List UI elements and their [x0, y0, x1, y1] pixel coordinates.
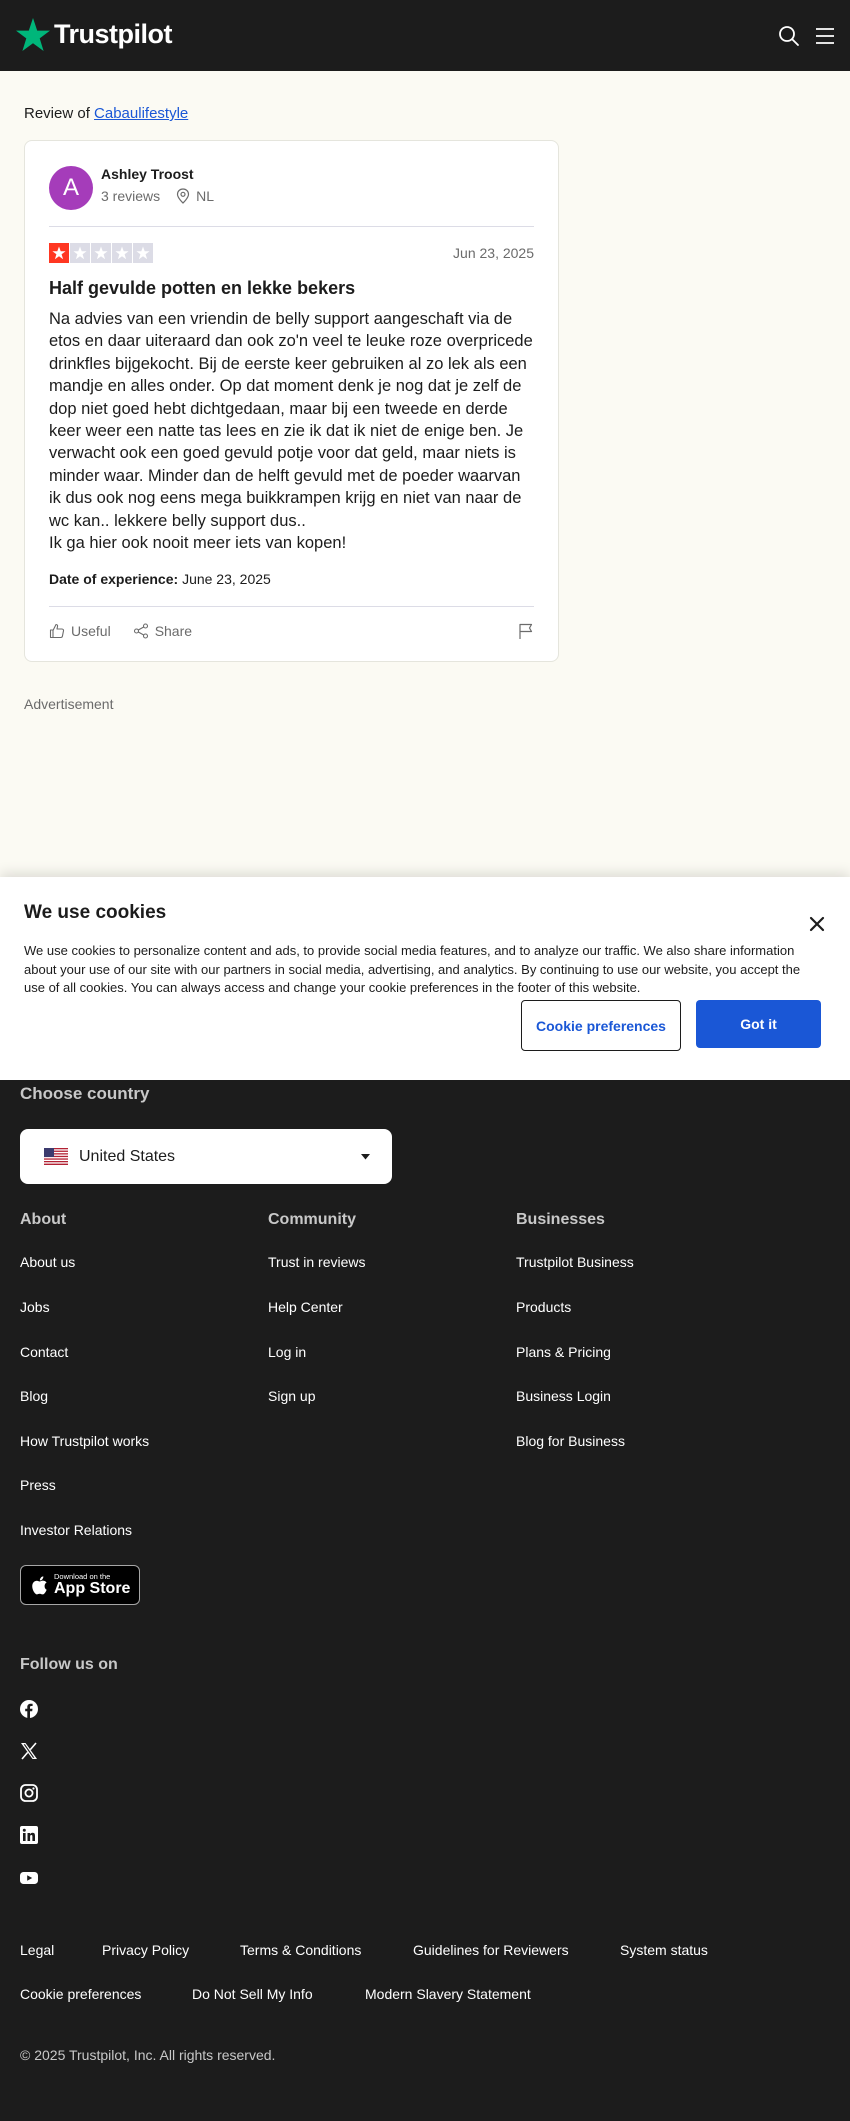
- experience-label: Date of experience:: [49, 571, 179, 587]
- close-icon[interactable]: [808, 915, 826, 933]
- useful-button[interactable]: [49, 623, 111, 639]
- app-store-text: [54, 1573, 130, 1598]
- share-icon: [133, 623, 149, 639]
- menu-icon[interactable]: [813, 24, 837, 48]
- review-actions: [49, 623, 214, 639]
- footer-link[interactable]: Log in: [268, 1344, 307, 1360]
- search-icon[interactable]: [777, 24, 801, 48]
- avatar[interactable]: A: [49, 166, 93, 210]
- logo-text: Trustpilot: [54, 19, 172, 49]
- trustpilot-logo[interactable]: [16, 18, 172, 51]
- footer-link[interactable]: Contact: [20, 1344, 69, 1360]
- app-store-badge[interactable]: [20, 1565, 140, 1605]
- divider: [49, 226, 534, 227]
- country-code: NL: [196, 188, 215, 204]
- location-pin-icon: [176, 188, 190, 204]
- company-link[interactable]: Cabaulifestyle: [94, 105, 189, 122]
- thumbs-up-icon: [49, 623, 65, 639]
- site-header: [0, 0, 850, 71]
- footer-heading-businesses: Businesses: [516, 1211, 605, 1228]
- youtube-icon[interactable]: [20, 1869, 38, 1887]
- review-date: Jun 23, 2025: [453, 245, 534, 261]
- country-select[interactable]: [20, 1129, 392, 1184]
- footer-link[interactable]: Trust in reviews: [268, 1254, 366, 1270]
- modern-slavery-link[interactable]: Modern Slavery Statement: [365, 1986, 531, 2002]
- review-title[interactable]: Half gevulde potten en lekke bekers: [49, 278, 356, 298]
- divider: [49, 606, 534, 607]
- footer-link[interactable]: Press: [20, 1477, 56, 1493]
- advertisement-label: Advertisement: [24, 696, 114, 712]
- star-empty-icon: [112, 243, 132, 263]
- footer-heading-community: Community: [268, 1211, 356, 1228]
- app-store-big: App Store: [54, 1580, 131, 1598]
- useful-label: Useful: [71, 623, 111, 639]
- footer-link[interactable]: Jobs: [20, 1299, 50, 1315]
- flag-icon[interactable]: [518, 623, 534, 640]
- footer-link[interactable]: Plans & Pricing: [516, 1344, 611, 1360]
- footer-heading-about: About: [20, 1211, 67, 1228]
- copyright: © 2025 Trustpilot, Inc. All rights reserved.: [20, 2047, 276, 2063]
- share-button[interactable]: [133, 623, 192, 639]
- country-selected: United States: [79, 1147, 176, 1165]
- site-footer: [0, 1080, 850, 2121]
- app-store-small: Download on the: [54, 1571, 111, 1581]
- review-body: Na advies van een vriendin de belly support aangeschaft via de etos en daar uiteraard dan ook zo'n veel te leuke roze overpricede drinkfles bijgekocht. Bij de eerste keer gebruiken al zo lek als een mandje en alles onder. Op dat moment denk je nog dat je zelf de dop niet goed hebt dichtgedaan, maar bij een tweede en derde keer weer een natte tas lees en zie ik dat ik niet de enige ben. Je verwacht ook een goed gevuld potje voor dat geld, maar niets is minder waar. Minder dan de helft gevuld met de poeder waarvan ik dus ook nog eens mega buikkrampen krijg en niet van naar de wc kan.. lekkere belly support dus.. Ik ga hier ook nooit meer iets van kopen!: [49, 310, 533, 553]
- main-content: [0, 71, 850, 877]
- footer-link[interactable]: Investor Relations: [20, 1522, 133, 1538]
- choose-country-heading: Choose country: [20, 1084, 150, 1103]
- footer-link[interactable]: Business Login: [516, 1388, 611, 1404]
- experience-date: June 23, 2025: [182, 571, 271, 587]
- star-filled-icon: [49, 243, 69, 263]
- footer-link[interactable]: Trustpilot Business: [516, 1254, 634, 1270]
- star-rating: [49, 243, 154, 263]
- accept-cookies-button[interactable]: Got it: [696, 1000, 821, 1048]
- footer-link[interactable]: How Trustpilot works: [20, 1433, 150, 1449]
- star-empty-icon: [70, 243, 90, 263]
- cookie-title: We use cookies: [24, 902, 167, 923]
- apple-icon: [30, 1575, 48, 1596]
- guidelines-link[interactable]: Guidelines for Reviewers: [413, 1942, 569, 1958]
- share-label: Share: [154, 623, 193, 639]
- footer-link[interactable]: Blog for Business: [516, 1433, 625, 1449]
- review-of: [24, 105, 188, 122]
- system-status-link[interactable]: System status: [620, 1942, 708, 1958]
- footer-link[interactable]: Sign up: [268, 1388, 316, 1404]
- cookie-preferences-link[interactable]: Cookie preferences: [20, 1986, 142, 2002]
- footer-link[interactable]: About us: [20, 1254, 76, 1270]
- terms-link[interactable]: Terms & Conditions: [240, 1942, 362, 1958]
- instagram-icon[interactable]: [20, 1784, 38, 1802]
- footer-link[interactable]: Products: [516, 1299, 572, 1315]
- star-empty-icon: [91, 243, 111, 263]
- footer-link[interactable]: Help Center: [268, 1299, 343, 1315]
- star-empty-icon: [133, 243, 153, 263]
- facebook-icon[interactable]: [20, 1700, 38, 1718]
- author-meta: [101, 188, 214, 204]
- follow-us-heading: Follow us on: [20, 1656, 118, 1673]
- caret-down-icon: [361, 1154, 370, 1160]
- legal-link[interactable]: Legal: [20, 1942, 55, 1958]
- reviews-count: 3 reviews: [101, 188, 161, 204]
- linkedin-icon[interactable]: [20, 1826, 38, 1844]
- review-card: [24, 140, 559, 662]
- cookie-text: We use cookies to personalize content and ads, to provide social media features, and to analyze our traffic. We also share information about your use of our site with our partners in social media, advertising, and analytics. By continuing to use our website, you accept the use of all cookies. You can always access and change your cookie preferences in the footer of this website.: [24, 943, 801, 995]
- date-of-experience: [49, 571, 271, 587]
- cookie-banner: [0, 877, 850, 1080]
- review-of-prefix: Review of: [24, 105, 90, 122]
- author-location: [176, 188, 214, 204]
- author-name[interactable]: Ashley Troost: [101, 166, 194, 182]
- us-flag-icon: [44, 1148, 68, 1165]
- x-icon[interactable]: [20, 1742, 38, 1760]
- privacy-policy-link[interactable]: Privacy Policy: [102, 1942, 190, 1958]
- do-not-sell-link[interactable]: Do Not Sell My Info: [192, 1986, 313, 2002]
- footer-link[interactable]: Blog: [20, 1388, 49, 1404]
- trustpilot-star-icon: [16, 18, 50, 51]
- cookie-preferences-button[interactable]: Cookie preferences: [521, 1000, 681, 1051]
